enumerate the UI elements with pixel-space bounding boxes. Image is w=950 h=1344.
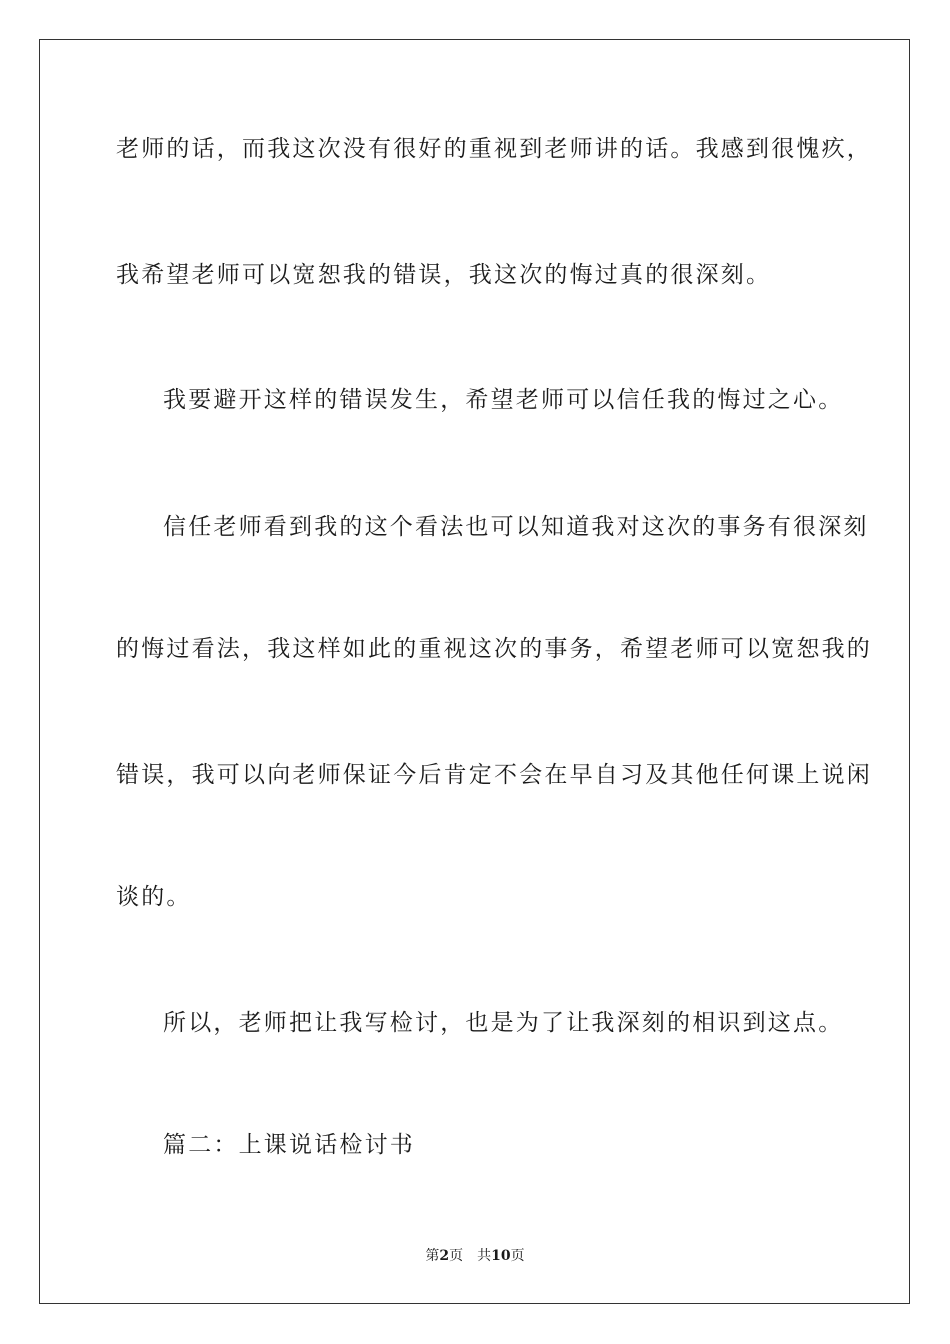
- page-footer: [0, 1246, 950, 1266]
- body-text-line: 错误，我可以向老师保证今后肯定不会在早自习及其他任何课上说闲: [116, 762, 872, 788]
- body-text-line: 老师的话，而我这次没有很好的重视到老师讲的话。我感到很愧疚，: [116, 136, 872, 162]
- total-pages: 10: [491, 1248, 511, 1264]
- body-text-line: 我要避开这样的错误发生，希望老师可以信任我的悔过之心。: [163, 387, 844, 413]
- total-prefix: 共: [477, 1248, 492, 1264]
- body-text-line: 谈的。: [116, 884, 192, 910]
- body-text-line: 的悔过看法，我这样如此的重视这次的事务，希望老师可以宽恕我的: [116, 636, 872, 662]
- body-text-line: 所以，老师把让我写检讨，也是为了让我深刻的相识到这点。: [163, 1010, 844, 1036]
- body-text-line: 信任老师看到我的这个看法也可以知道我对这次的事务有很深刻: [163, 514, 869, 540]
- total-suffix: 页: [510, 1248, 525, 1264]
- section-heading: 篇二：上课说话检讨书: [163, 1132, 415, 1158]
- page-prefix: 第: [425, 1248, 440, 1264]
- page-border: [39, 39, 910, 1304]
- body-text-line: 我希望老师可以宽恕我的错误，我这次的悔过真的很深刻。: [116, 262, 772, 288]
- page-number: 2: [439, 1248, 450, 1264]
- page-suffix: 页: [449, 1248, 464, 1264]
